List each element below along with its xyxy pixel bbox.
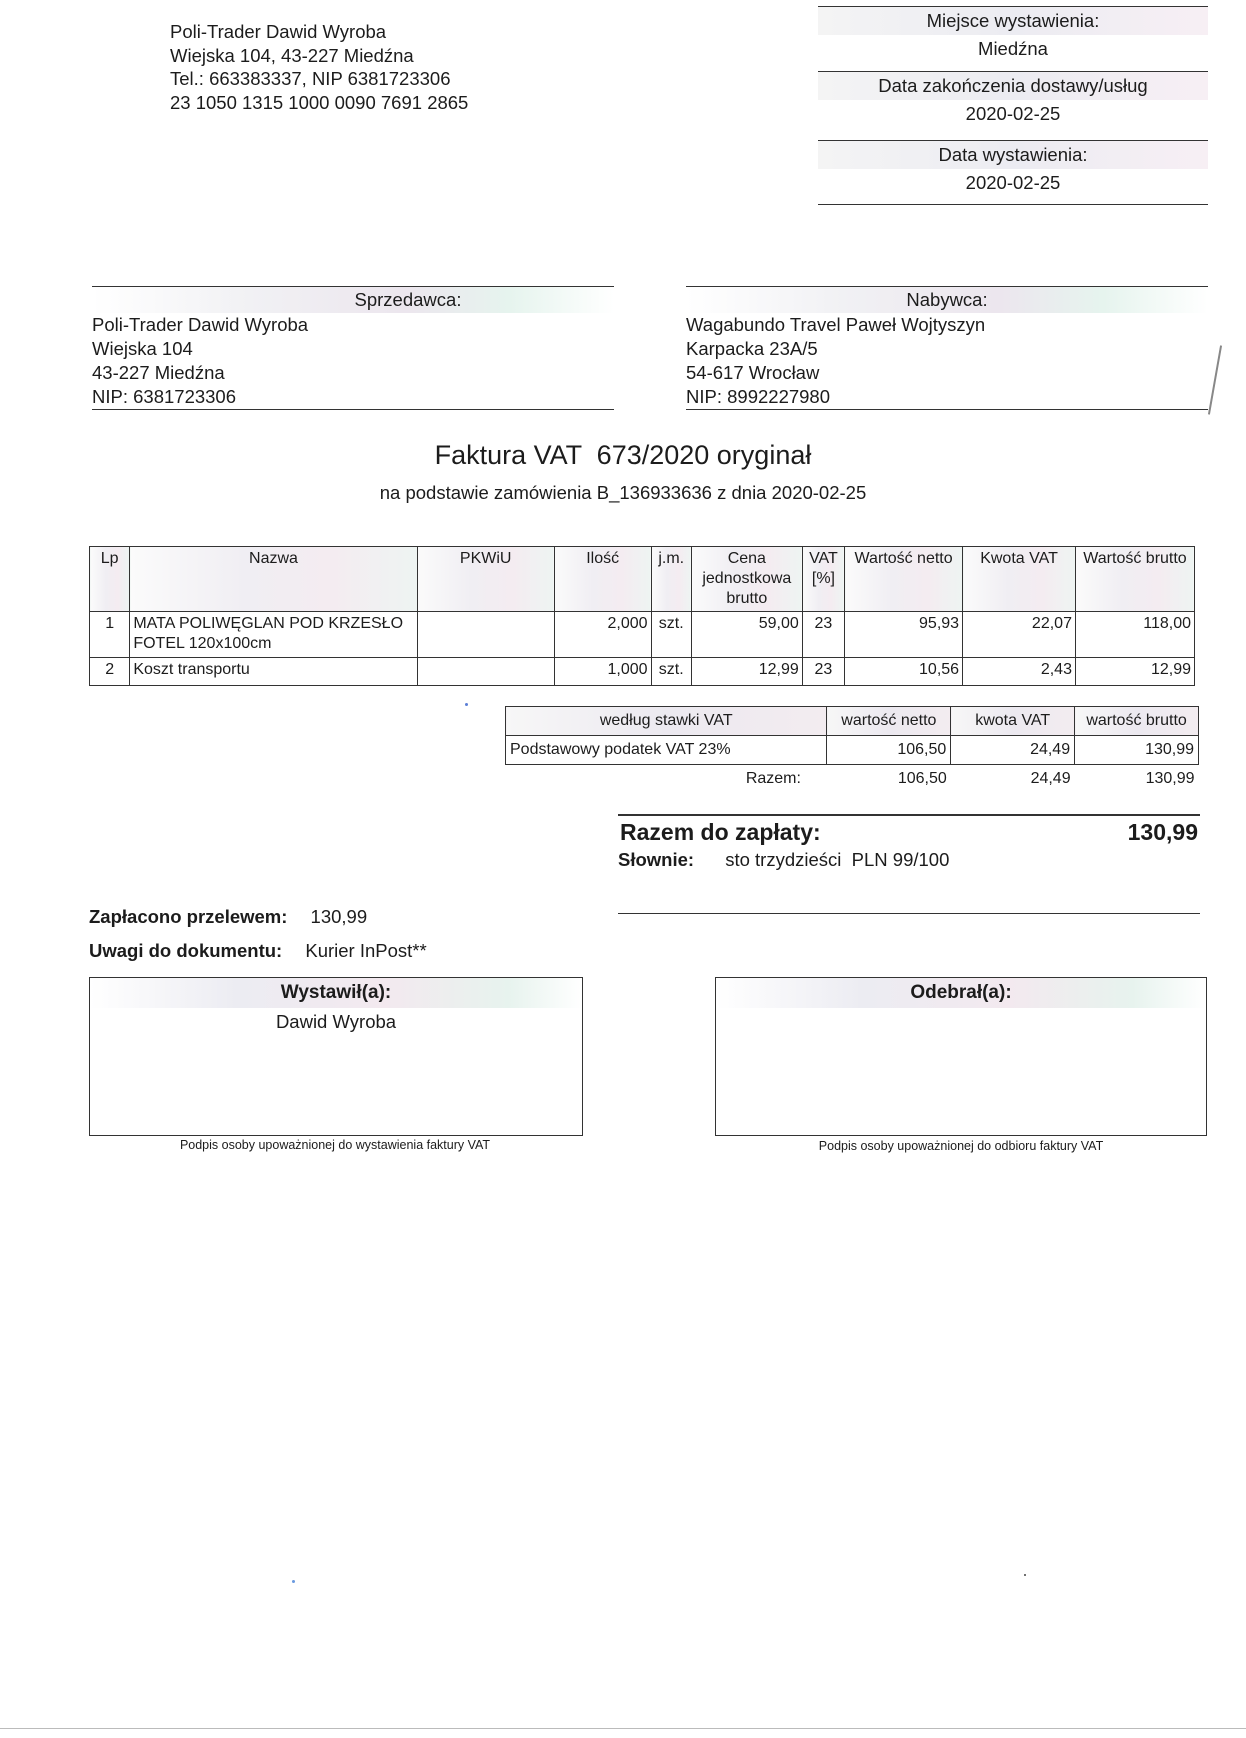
row-lp: 2 — [90, 658, 130, 686]
buyer-city: 54-617 Wrocław — [686, 362, 820, 383]
payment-value: 130,99 — [310, 906, 368, 927]
items-table — [89, 546, 1195, 686]
place-of-issue-label: Miejsce wystawienia: — [818, 6, 1208, 35]
seller-header — [170, 20, 468, 114]
vat-total-vat: 24,49 — [1030, 770, 1071, 787]
row-vat-amount: 2,43 — [963, 658, 1076, 686]
delivery-date-label: Data zakończenia dostawy/usług — [818, 71, 1208, 100]
row-vat-rate: 23 — [802, 612, 844, 658]
receiver-title: Odebrał(a): — [716, 978, 1206, 1008]
seller-header-contact: Tel.: 663383337, NIP 6381723306 — [170, 68, 451, 89]
col-unit: j.m. — [651, 547, 691, 612]
issuer-signature-caption: Podpis osoby upoważnionej do wystawienia faktury VAT — [179, 1138, 491, 1152]
col-name: Nazwa — [130, 547, 417, 612]
scan-speck — [465, 703, 468, 706]
buyer-name: Wagabundo Travel Paweł Wojtyszyn — [686, 314, 986, 335]
vat-total-row — [506, 765, 1199, 794]
vat-row-net: 106,50 — [827, 736, 951, 765]
notes-value: Kurier InPost** — [305, 940, 427, 961]
delivery-date-block — [818, 71, 1208, 128]
document-title: Faktura VAT 673/2020 oryginał — [434, 440, 812, 470]
row-gross-value: 12,99 — [1075, 658, 1194, 686]
amount-due-value: 130,99 — [1127, 819, 1198, 845]
vat-total-label: Razem: — [745, 770, 801, 787]
buyer-divider — [686, 409, 1208, 410]
col-qty: Ilość — [554, 547, 651, 612]
issue-date-label: Data wystawienia: — [818, 140, 1208, 169]
row-pkwiu — [417, 658, 554, 686]
seller-section — [92, 286, 614, 410]
amount-in-words-value: sto trzydzieści PLN 99/100 — [725, 849, 950, 870]
delivery-date-value: 2020-02-25 — [965, 103, 1061, 124]
vat-row-rate: Podstawowy podatek VAT 23% — [506, 736, 827, 765]
buyer-title: Nabywca: — [686, 286, 1208, 313]
col-vat-rate: VAT [%] — [802, 547, 844, 612]
row-lp: 1 — [90, 612, 130, 658]
amount-due-label: Razem do zapłaty: — [620, 819, 821, 845]
buyer-street: Karpacka 23A/5 — [686, 338, 818, 359]
buyer-section — [686, 286, 1208, 410]
col-net-value: Wartość netto — [845, 547, 963, 612]
scan-speck — [292, 1580, 295, 1583]
items-header-row — [90, 547, 1195, 612]
col-lp: Lp — [90, 547, 130, 612]
row-name: Koszt transportu — [130, 658, 417, 686]
seller-street: Wiejska 104 — [92, 338, 193, 359]
payment-label: Zapłacono przelewem: — [89, 906, 288, 927]
table-row — [90, 658, 1195, 686]
seller-title: Sprzedawca: — [92, 286, 614, 313]
scan-speck — [1024, 1574, 1026, 1576]
col-gross-value: Wartość brutto — [1075, 547, 1194, 612]
meta-divider — [818, 204, 1208, 205]
notes-label: Uwagi do dokumentu: — [89, 940, 283, 961]
row-net-value: 10,56 — [845, 658, 963, 686]
buyer-nip: NIP: 8992227980 — [686, 386, 831, 407]
vat-col-vat: kwota VAT — [951, 707, 1075, 736]
row-qty: 1,000 — [554, 658, 651, 686]
seller-city: 43-227 Miedźna — [92, 362, 225, 383]
col-vat-amount: Kwota VAT — [963, 547, 1076, 612]
vat-col-rate: według stawki VAT — [506, 707, 827, 736]
vat-total-gross: 130,99 — [1145, 770, 1195, 787]
row-name: MATA POLIWĘGLAN POD KRZESŁO FOTEL 120x100cm — [130, 612, 417, 658]
place-of-issue-block — [818, 6, 1208, 63]
receiver-signature-caption: Podpis osoby upoważnionej do odbioru faktury VAT — [818, 1139, 1104, 1153]
row-pkwiu — [417, 612, 554, 658]
row-unit-price: 59,00 — [691, 612, 802, 658]
page-edge — [0, 1728, 1246, 1729]
row-unit: szt. — [651, 658, 691, 686]
issuer-title: Wystawił(a): — [90, 978, 582, 1008]
place-of-issue-value: Miedźna — [978, 38, 1048, 59]
vat-row-gross: 130,99 — [1075, 736, 1199, 765]
amount-in-words-label: Słownie: — [618, 849, 695, 870]
vat-summary-table — [505, 706, 1199, 793]
row-unit: szt. — [651, 612, 691, 658]
row-gross-value: 118,00 — [1075, 612, 1194, 658]
seller-header-bank-account: 23 1050 1315 1000 0090 7691 2865 — [170, 91, 469, 113]
staple-mark — [1208, 345, 1222, 414]
amount-in-words — [618, 849, 949, 871]
payment-row — [89, 906, 367, 928]
seller-nip: NIP: 6381723306 — [92, 386, 237, 407]
vat-col-gross: wartość brutto — [1075, 707, 1199, 736]
amount-divider — [618, 913, 1200, 914]
table-row — [90, 612, 1195, 658]
seller-header-name: Poli-Trader Dawid Wyroba — [170, 21, 387, 42]
receiver-signature-box — [715, 977, 1207, 1136]
issuer-name: Dawid Wyroba — [275, 1011, 397, 1032]
seller-header-address: Wiejska 104, 43-227 Miedźna — [170, 44, 414, 66]
vat-col-net: wartość netto — [827, 707, 951, 736]
seller-name: Poli-Trader Dawid Wyroba — [92, 314, 309, 335]
seller-divider — [92, 409, 614, 410]
issuer-signature-box — [89, 977, 583, 1136]
document-subtitle: na podstawie zamówienia B_136933636 z dnia 2020-02-25 — [379, 482, 867, 503]
amount-due — [618, 814, 1200, 848]
col-unit-price: Cena jednostkowa brutto — [691, 547, 802, 612]
row-vat-rate: 23 — [802, 658, 844, 686]
row-vat-amount: 22,07 — [963, 612, 1076, 658]
issue-date-block — [818, 140, 1208, 197]
vat-row-vat: 24,49 — [951, 736, 1075, 765]
issue-date-value: 2020-02-25 — [965, 172, 1061, 193]
notes-row — [89, 940, 427, 962]
row-unit-price: 12,99 — [691, 658, 802, 686]
row-net-value: 95,93 — [845, 612, 963, 658]
vat-summary-header-row — [506, 707, 1199, 736]
col-pkwiu: PKWiU — [417, 547, 554, 612]
row-qty: 2,000 — [554, 612, 651, 658]
vat-total-net: 106,50 — [897, 770, 947, 787]
table-row — [506, 736, 1199, 765]
